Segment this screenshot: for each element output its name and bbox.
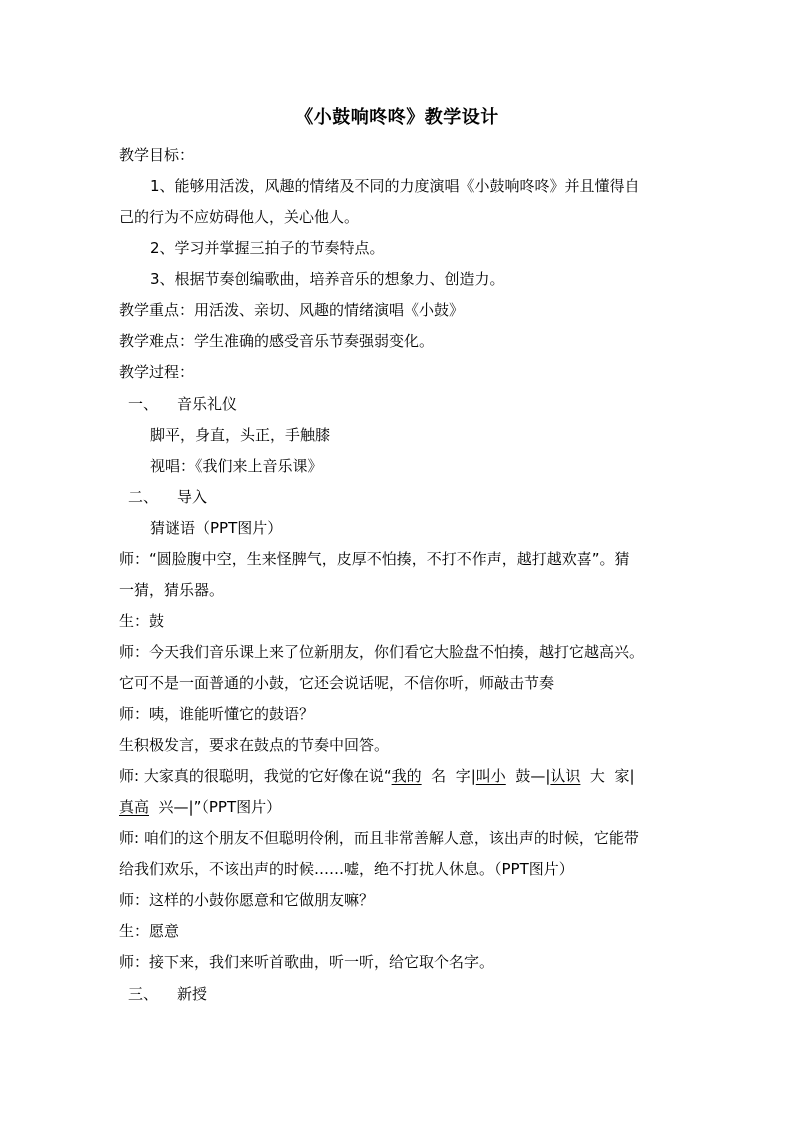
dialogue-6-prefix: 师: 大家真的很聪明，我觉的它好像在说“ bbox=[119, 767, 392, 785]
dialogue-6-text-1: 名 字| bbox=[421, 767, 476, 785]
section-1-heading bbox=[128, 393, 237, 415]
objective-3: 3、根据节奏创编歌曲，培养音乐的想象力、创造力。 bbox=[150, 270, 505, 288]
section-3-heading bbox=[128, 983, 207, 1005]
dialogue-6-text-3: 大 家| bbox=[580, 767, 635, 785]
objective-1-line1: 1、能够用活泼，风趣的情绪及不同的力度演唱《小鼓响咚咚》并且懂得自 bbox=[150, 177, 640, 195]
difficulties: 教学难点：学生准确的感受音乐节奏强弱变化。 bbox=[119, 332, 435, 350]
section-3-number: 三、 bbox=[128, 985, 159, 1003]
dialogue-9: 生：愿意 bbox=[119, 922, 180, 940]
dialogue-6-underlined-4: 真高 bbox=[119, 798, 150, 816]
dialogue-3-line2: 它可不是一面普通的小鼓，它还会说话呢，不信你听，师敲击节奏 bbox=[119, 674, 555, 692]
dialogue-2: 生：鼓 bbox=[119, 612, 165, 630]
dialogue-7-line2: 给我们欢乐，不该出声的时候……嘘，绝不打扰人休息。（PPT图片） bbox=[119, 860, 574, 878]
dialogue-1-line1: 师：“圆脸腹中空，生来怪脾气，皮厚不怕揍，不打不作声，越打越欢喜”。猜 bbox=[119, 550, 630, 568]
key-points: 教学重点：用活泼、亲切、风趣的情绪演唱《小鼓》 bbox=[119, 301, 465, 319]
dialogue-10: 师：接下来，我们来听首歌曲，听一听，给它取个名字。 bbox=[119, 953, 495, 971]
section-2-title: 导入 bbox=[177, 488, 208, 506]
dialogue-6-underlined-1: 我的 bbox=[391, 767, 422, 785]
dialogue-5: 生积极发言，要求在鼓点的节奏中回答。 bbox=[119, 736, 390, 754]
dialogue-6-underlined-2: 叫小 bbox=[475, 767, 506, 785]
dialogue-3-line1: 师：今天我们音乐课上来了位新朋友，你们看它大脸盘不怕揍，越打它越高兴。 bbox=[119, 643, 645, 661]
dialogue-6-line2 bbox=[119, 796, 281, 818]
section-2-line1: 猜谜语（PPT图片） bbox=[150, 519, 283, 537]
dialogue-1-line2: 一猜，猜乐器。 bbox=[119, 581, 225, 599]
section-1-number: 一、 bbox=[128, 395, 159, 413]
dialogue-6-line1 bbox=[119, 765, 635, 787]
section-1-line1: 脚平，身直，头正，手触膝 bbox=[150, 426, 331, 444]
objective-2: 2、学习并掌握三拍子的节奏特点。 bbox=[150, 239, 385, 257]
dialogue-6-text-2: 鼓—| bbox=[505, 767, 551, 785]
objectives-heading: 教学目标： bbox=[119, 146, 195, 164]
dialogue-6-text-4: 兴—|”（PPT图片） bbox=[149, 798, 282, 816]
process-heading: 教学过程： bbox=[119, 363, 195, 381]
dialogue-6-underlined-3: 认识 bbox=[550, 767, 581, 785]
dialogue-7-line1: 师: 咱们的这个朋友不但聪明伶俐，而且非常善解人意，该出声的时候，它能带 bbox=[119, 829, 639, 847]
dialogue-4: 师：咦，谁能听懂它的鼓语？ bbox=[119, 705, 315, 723]
objective-1-line2: 己的行为不应妨碍他人，关心他人。 bbox=[119, 208, 360, 226]
section-1-line2: 视唱：《我们来上音乐课》 bbox=[150, 457, 323, 475]
section-2-heading bbox=[128, 486, 207, 508]
section-2-number: 二、 bbox=[128, 488, 159, 506]
document-title: 《小鼓响咚咚》教学设计 bbox=[295, 107, 499, 128]
section-3-title: 新授 bbox=[177, 985, 208, 1003]
dialogue-8: 师：这样的小鼓你愿意和它做朋友嘛？ bbox=[119, 891, 375, 909]
section-1-title: 音乐礼仪 bbox=[177, 395, 238, 413]
